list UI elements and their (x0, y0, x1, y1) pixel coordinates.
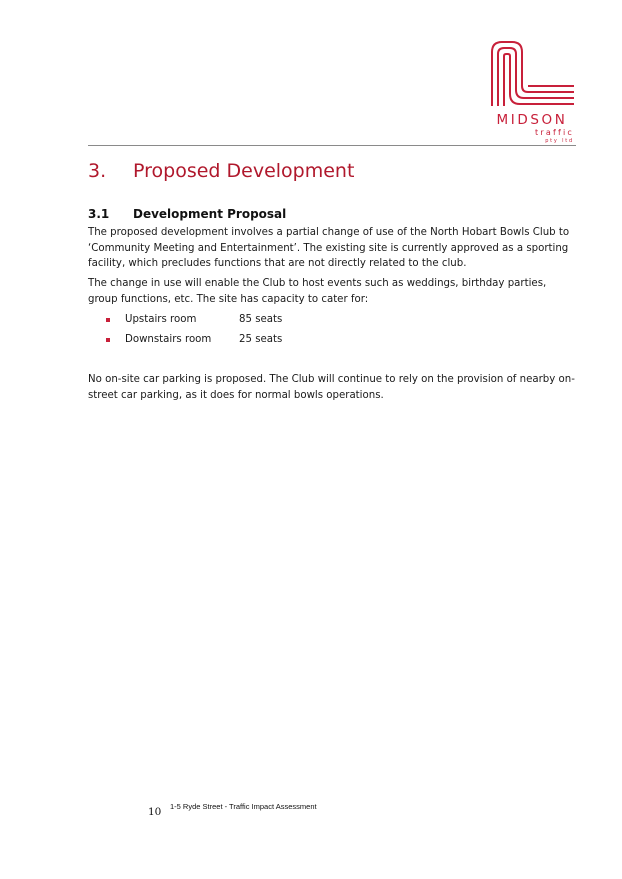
logo-wordmark: MIDSON (496, 112, 568, 128)
footer-document-title: 1-5 Ryde Street - Traffic Impact Assessment (170, 802, 317, 811)
paragraph-change-of-use: The change in use will enable the Club to host events such as weddings, birthday parties, group functions, etc. The site has capacity to cater for: (88, 278, 547, 305)
midson-logo-mark (488, 40, 576, 108)
section-heading (88, 160, 354, 182)
page-number: 10 (148, 806, 162, 818)
subsection-title: Development Proposal (133, 207, 287, 221)
header-divider (88, 145, 576, 146)
section-number: 3. (88, 160, 107, 182)
room-name: Downstairs room (125, 334, 212, 345)
subsection-heading (88, 207, 286, 221)
paragraph-intro: The proposed development involves a partial change of use of the North Hobart Bowls Club to ‘Community Meeting and Entertainment’. The existing site is currently approved as a sporting facility, which precludes functions that are not directly related to the club. (88, 227, 570, 269)
logo-subtitle: traffic (535, 128, 574, 137)
section-title: Proposed Development (133, 160, 355, 182)
bullet-icon (106, 318, 110, 322)
room-seats: 85 seats (239, 314, 283, 325)
bullet-icon (106, 338, 110, 342)
logo-pty: pty ltd (545, 138, 574, 144)
room-seats: 25 seats (239, 334, 283, 345)
room-name: Upstairs room (125, 314, 197, 325)
paragraph-parking: No on-site car parking is proposed. The Club will continue to rely on the provision of nearby on-street car parking, as it does for normal bowls operations. (88, 374, 575, 401)
midson-logo (486, 40, 578, 146)
subsection-number: 3.1 (88, 207, 110, 221)
